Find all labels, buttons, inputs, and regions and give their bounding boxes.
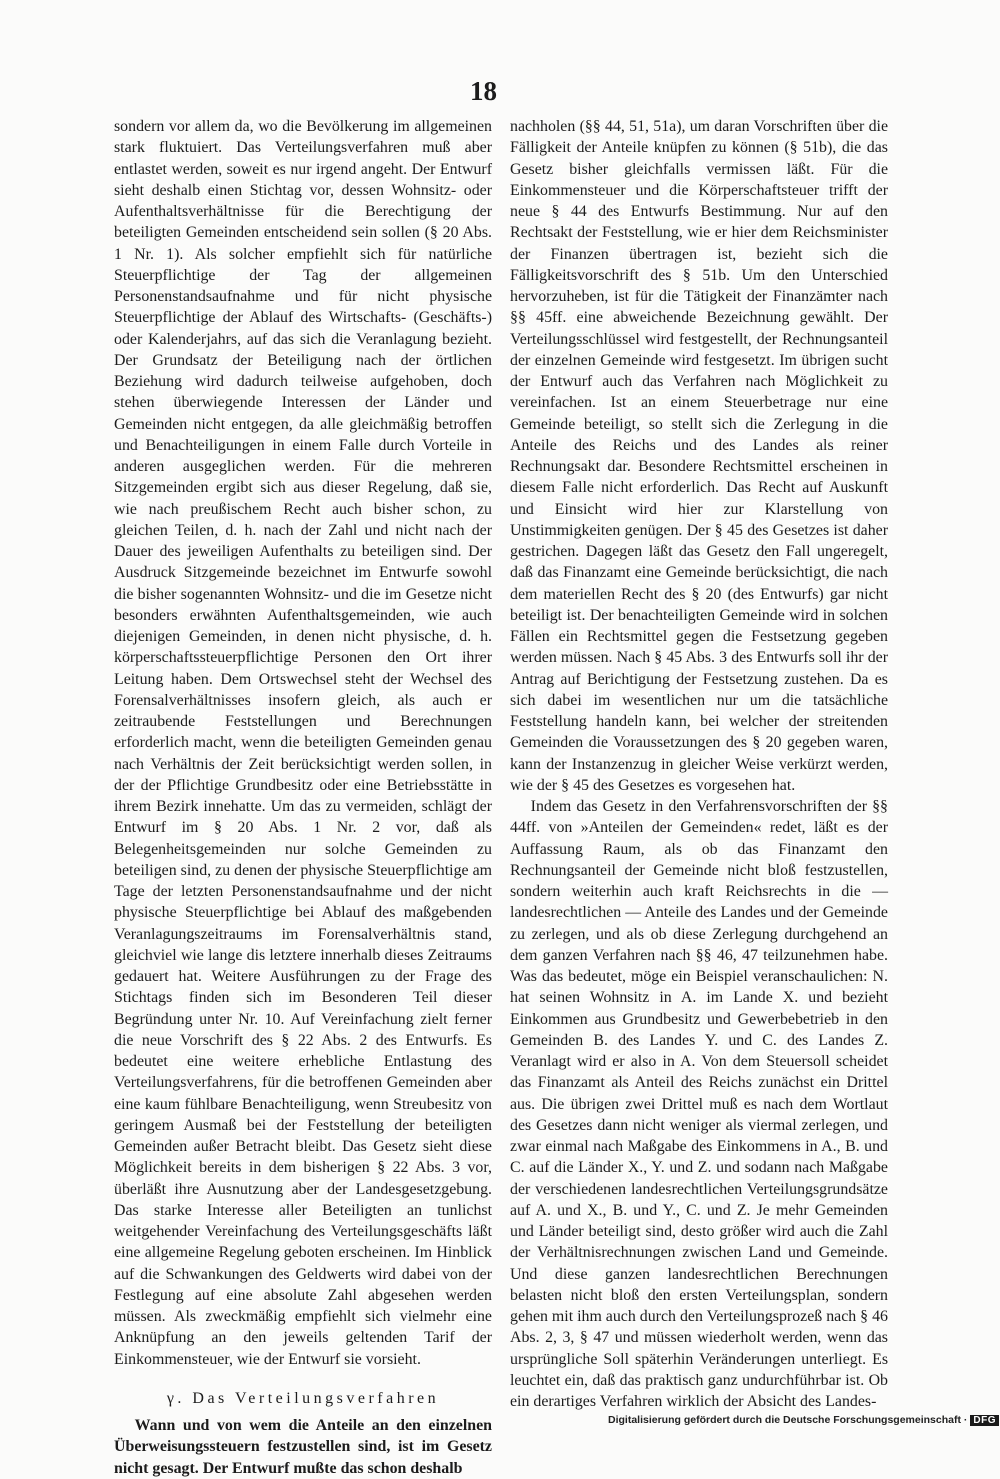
right-column <box>510 116 888 1412</box>
left-paragraph-2: Wann und von wem die Anteile an den einzelnen Überweisungssteuern festzustellen sind, ist im Gesetz nicht gesagt. Der Entwurf mußte das schon deshalb <box>114 1417 492 1477</box>
dfg-logo: DFG <box>970 1415 999 1426</box>
right-paragraph-1: nachholen (§§ 44, 51, 51a), um daran Vorschriften über die Fälligkeit der Anteile knüpfen zu können (§ 51b), die das Gesetz bisher gleichfalls vermissen läßt. Für die Einkommensteuer und die Körperschaftsteuer trifft der neue § 44 des Entwurfs Bestimmung. Nur auf den Rechtsakt der Feststellung, wie er hier dem Reichsminister der Finanzen übertragen ist, bezieht sich die Fälligkeitsvorschrift des § 51b. Um den Unterschied hervorzuheben, ist für die Tätigkeit der Finanzämter nach §§ 45ff. eine abweichende Bezeichnung gewählt. Der Verteilungsschlüssel wird festgestellt, der Rechnungsanteil der einzelnen Gemeinde wird festgesetzt. Im übrigen sucht der Entwurf auch das Verfahren nach Möglichkeit zu vereinfachen. Ist an einem Steuerbetrage nur eine Gemeinde beteiligt, so stellt sich die Zerlegung in die Anteile des Reichs und des Landes als reiner Rechnungsakt dar. Besondere Rechtsmittel erscheinen in diesem Falle nicht erforderlich. Das Recht auf Auskunft und Einsicht wird hier zur Klarstellung von Unstimmigkeiten genügen. Der § 45 des Gesetzes ist daher gestrichen. Dagegen läßt das Gesetz den Fall ungeregelt, daß das Finanzamt eine Gemeinde berücksichtigt, die nach dem materiellen Recht des § 20 (des Entwurfs) gar nicht beteiligt ist. Der benachteiligten Gemeinde wird in solchen Fällen ein Rechtsmittel gegen die Festsetzung gegeben werden müssen. Nach § 45 Abs. 3 des Entwurfs soll ihr der Antrag auf Berichtigung der Festsetzung zustehen. Da es sich dabei im wesentlichen nur um die tatsächliche Feststellung handeln kann, bei welcher der streitenden Gemeinden die Voraussetzungen des § 20 gegeben waren, kann der Instanzenzug in gleicher Weise verkürzt werden, wie der § 45 des Gesetzes es vorgesehen hat. <box>510 118 888 794</box>
section-heading: γ. Das Verteilungsverfahren <box>166 1389 440 1407</box>
left-column <box>114 116 492 1479</box>
page-number: 18 <box>470 76 497 106</box>
right-paragraph-2: Indem das Gesetz in den Verfahrensvorschriften der §§ 44ff. von »Anteilen der Gemeinden« redet, läßt es der Auffassung Raum, als ob das Finanzamt den Rechnungsanteil der Gemeinde nicht bloß festzustellen, sondern weiterhin auch kraft Reichsrechts in die — landesrechtlichen — Anteile des Landes und der Gemeinde zu zerlegen, und als ob diese Zerlegung durchgehend an dem ganzen Verfahren nach §§ 46, 47 teilzunehmen habe. Was das bedeutet, möge ein Beispiel veranschaulichen: N. hat seinen Wohnsitz in A. im Lande X. und bezieht Einkommen aus Grundbesitz und Gewerbebetrieb in den Gemeinden B. des Landes Y. und C. des Landes Z. Veranlagt wird er also in A. Von dem Steuersoll scheidet das Finanzamt als Anteil des Reichs zunächst ein Drittel aus. Die übrigen zwei Drittel muß es nach dem Wortlaut des Gesetzes dann nicht weniger als viermal zerlegen, und zwar einmal nach Maßgabe des Einkommens in A., B. und C. auf die Länder X., Y. und Z. und sodann nach Maßgabe der verschiedenen landesrechtlichen Verteilungsgrundsätze auf A. und X., B. und Y., C. und Z. Je mehr Gemeinden und Länder beteiligt sind, desto größer wird auch die Zahl der Verhältnisrechnungen zwischen Land und Gemeinde. Und diese ganzen landesrechtlichen Berechnungen belasten nicht bloß den ersten Verteilungsplan, sondern gehen mit ihm auch durch den Verteilungsprozeß nach § 46 Abs. 2, 3, § 47 und müssen wiederholt werden, wenn das ursprüngliche Soll späterhin Veränderungen unterliegt. Es leuchtet ein, daß das praktisch ganz undurchführbar ist. Ob ein derartiges Verfahren wirklich der Absicht des Landes- <box>510 798 888 1410</box>
footer-text: Digitalisierung gefördert durch die Deutsche Forschungsgemeinschaft · <box>608 1414 968 1426</box>
left-paragraph-1: sondern vor allem da, wo die Bevölkerung im allgemeinen stark fluktuiert. Das Verteilungsverfahren muß aber entlastet werden, soweit es nur irgend angeht. Der Entwurf sieht deshalb einen Stichtag vor, dessen Wohnsitz- oder Aufenthaltsverhältnisse für die Berechtigung der beteiligten Gemeinden entscheidend sein sollen (§ 20 Abs. 1 Nr. 1). Als solcher empfiehlt sich für natürliche Steuerpflichtige der Tag der allgemeinen Personenstandsaufnahme und für nicht physische Steuerpflichtige der Ablauf des Wirtschafts- (Geschäfts-) oder Kalenderjahrs, auf das sich die Veranlagung bezieht. Der Grundsatz der Beteiligung nach der örtlichen Beziehung wird dadurch teilweise aufgehoben, doch stehen überwiegende Interessen der Länder und Gemeinden nicht entgegen, da alle gleichmäßig betroffen und Benachteiligungen in einem Falle durch Vorteile in anderen ausgeglichen werden. Für die mehreren Sitzgemeinden ergibt sich aus dieser Regelung, daß sie, wie nach preußischem Recht auch bisher schon, zu gleichen Teilen, d. h. nach der Zahl und nicht nach der Dauer des jeweiligen Aufenthalts zu beteiligen sind. Der Ausdruck Sitzgemeinde bezeichnet im Entwurfe sowohl die bisher sogenannten Wohnsitz- und die im Gesetze nicht besonders erwähnten Aufenthaltsgemeinden, wie auch diejenigen Gemeinden, in denen nicht physische, d. h. körperschaftssteuerpflichtige Personen den Ort ihrer Leitung haben. Dem Ortswechsel steht der Wechsel des Forensalverhältnisses insofern gleich, als auch er zeitraubende Feststellungen und Berechnungen erforderlich macht, wenn die beteiligten Gemeinden genau nach Verhältnis der Zeit berücksichtigt werden sollen, in der der Pflichtige Grundbesitz oder eine Betriebsstätte in ihrem Bezirk innehatte. Um das zu vermeiden, schlägt der Entwurf im § 20 Abs. 1 Nr. 2 vor, daß als Belegenheitsgemeinden nur solche Gemeinden zu beteiligen sind, zu denen der physische Steuerpflichtige am Tage der letzten Personenstandsaufnahme und der nicht physische Steuerpflichtige bei Ablauf des maßgebenden Veranlagungszeitraums im Forensalverhältnis stand, gleichviel wie lange dis letztere innerhalb dieses Zeitraums gedauert hat. Weitere Ausführungen zu der Frage des Stichtags finden sich im Besonderen Teil dieser Begründung unter Nr. 10. Auf Vereinfachung zielt ferner die neue Vorschrift des § 22 Abs. 2 des Entwurfs. Es bedeutet eine weitere erhebliche Entlastung des Verteilungsverfahrens, für die betroffenen Gemeinden aber eine kaum fühlbare Benachteiligung, wenn Streubesitz von geringem Ausmaß bei der Feststellung der beteiligten Gemeinden außer Betracht bleibt. Das Gesetz sieht diese Möglichkeit bereits in dem bisherigen § 22 Abs. 3 vor, überläßt ihre Ausnutzung aber der Landesgesetzgebung. Das starke Interesse aller Beteiligten an tunlichst weitgehender Vereinfachung des Verteilungsgeschäfts läßt eine allgemeine Regelung geboten erscheinen. Im Hinblick auf die Schwankungen des Geldwerts wird dabei von der Festlegung auf eine absolute Zahl abgesehen werden müssen. Als zweckmäßig empfiehlt sich vielmehr eine Anknüpfung an den jeweils geltenden Tarif der Einkommensteuer, wie der Entwurf sie vorsieht. <box>114 118 492 1368</box>
digitization-footer <box>608 1414 999 1426</box>
